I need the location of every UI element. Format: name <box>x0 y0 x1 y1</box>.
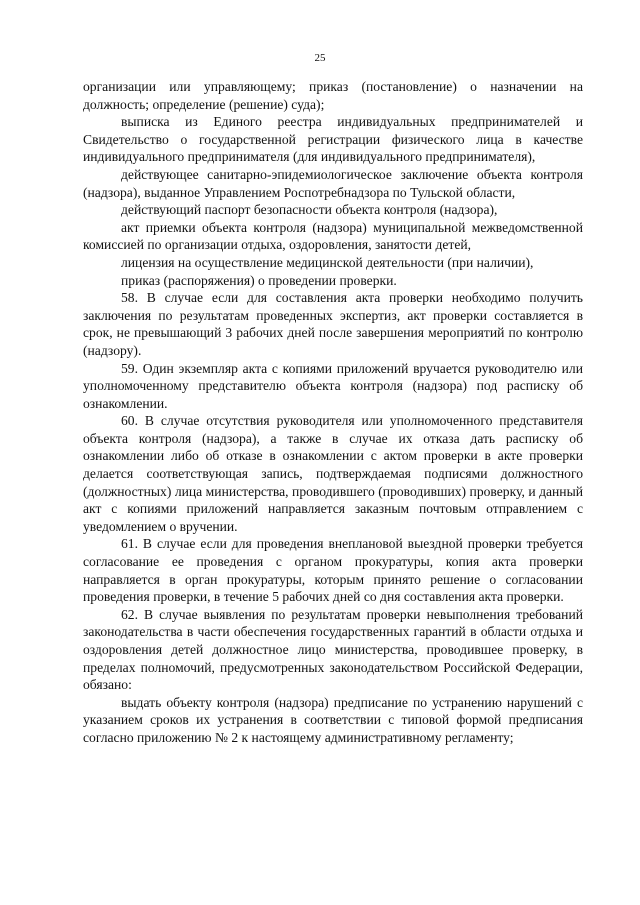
paragraph-clause-62: 62. В случае выявления по результатам проверки невыполнения требований законодательства в части обеспечения государственных гарантий в области отдыха и оздоровления детей должностное лицо министерства, проводившее проверку, в пределах полномочий, предусмотренных законодательством Российской Федерации, обязано: <box>83 606 583 693</box>
paragraph-acceptance-act: акт приемки объекта контроля (надзора) муниципальной межведомственной комиссией по организации отдыха, оздоровления, занятости детей, <box>83 219 583 253</box>
paragraph-issue-order: выдать объекту контроля (надзора) предписание по устранению нарушений с указанием сроков их устранения в соответствии с типовой формой предписания согласно приложению № 2 к настоящему административному регламенту; <box>83 694 583 745</box>
paragraph-inspection-order: приказ (распоряжения) о проведении проверки. <box>121 272 397 288</box>
paragraph-clause-60: 60. В случае отсутствия руководителя или уполномоченного представителя объекта контроля (надзора), а также в случае их отказа дать расписку об ознакомлении либо об отказе в ознакомлении с актом проверки в акте проверки делается соответствующая запись, подтверждаемая подписями должностного (должностных) лица министерства, проводившего (проводивших) проверку, и данный акт с копиями приложений направляется заказным почтовым отправлением с уведомлением о вручении. <box>83 413 583 534</box>
page-number: 25 <box>314 52 326 64</box>
paragraph-sanitary-conclusion: действующее санитарно-эпидемиологическое заключение объекта контроля (надзора), выданное Управлением Роспотребнадзора по Тульской области, <box>83 166 583 200</box>
paragraph-continuation: организации или управляющему; приказ (постановление) о назначении на должность; определение (решение) суда); <box>83 79 583 112</box>
paragraph-medical-license: лицензия на осуществление медицинской деятельности (при наличии), <box>121 254 534 270</box>
paragraph-clause-61: 61. В случае если для проведения внеплановой выездной проверки требуется согласование ее проведения с органом прокуратуры, копия акта проверки направляется в орган прокуратуры, которым принято решение о согласовании проведения проверки, в течение 5 рабочих дней со дня составления акта проверки. <box>83 536 583 605</box>
paragraph-security-passport: действующий паспорт безопасности объекта контроля (надзора), <box>121 202 498 218</box>
paragraph-clause-58: 58. В случае если для составления акта проверки необходимо получить заключения по результатам проведенных экспертиз, акт проверки составляется в срок, не превышающий 3 рабочих дней после завершения мероприятий по контролю (надзору). <box>83 290 583 358</box>
paragraph-ip-registry-extract: выписка из Единого реестра индивидуальных предпринимателей и Свидетельство о государственной регистрации физического лица в качестве индивидуального предпринимателя (для индивидуального предпринимателя), <box>83 114 583 165</box>
body-text <box>83 78 583 747</box>
paragraph-clause-59: 59. Один экземпляр акта с копиями приложений вручается руководителю или уполномоченному представителю объекта контроля (надзора) под расписку об ознакомлении. <box>83 360 583 411</box>
